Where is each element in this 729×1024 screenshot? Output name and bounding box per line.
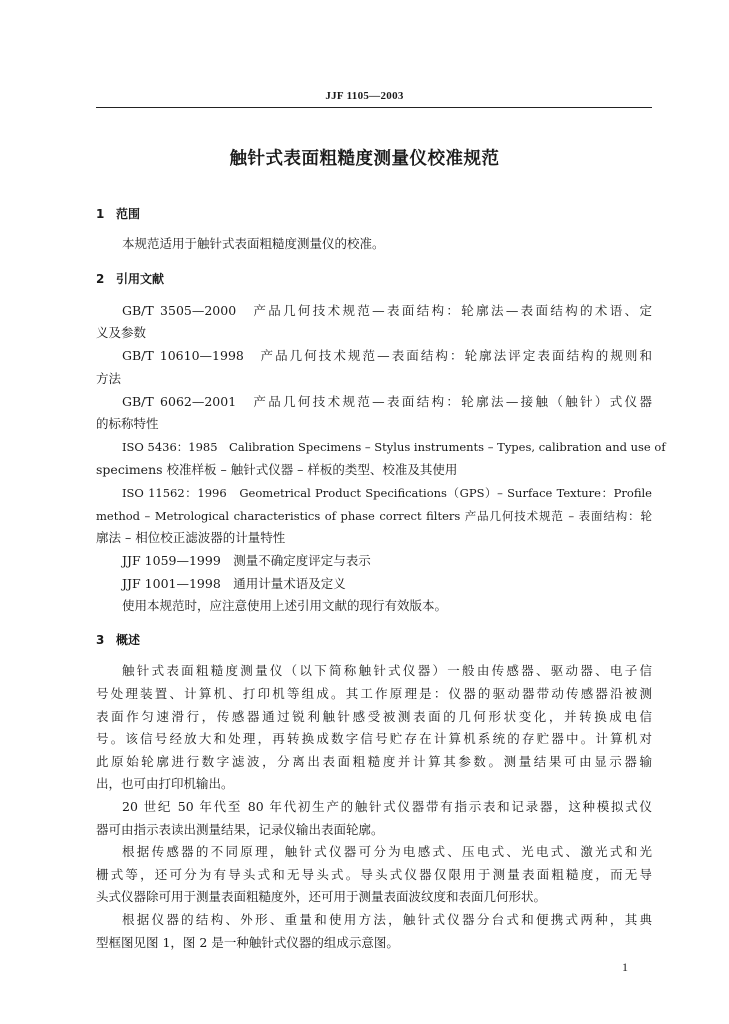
page-number: 1	[622, 960, 628, 974]
reference-jjf1001: JJF 1001—1998 通用计量术语及定义	[122, 576, 346, 591]
reference-gbt10610: GB/T 10610—1998 产品几何技术规范—表面结构：轮廓法评定表面结构的规则和	[122, 348, 652, 363]
header-rule	[96, 107, 652, 108]
paragraph-line: 号处理装置、计算机、打印机等组成。其工作原理是：仪器的驱动器带动传感器沿被测	[96, 686, 652, 701]
section-2-heading	[96, 270, 164, 287]
section-number: 2	[96, 272, 105, 286]
paragraph-line: 栅式等，还可分为有导头式和无导头式。导头式仪器仅限用于测量表面粗糙度，而无导	[96, 867, 652, 882]
paragraph-line: 出，也可由打印机输出。	[96, 776, 234, 791]
section-number: 3	[96, 633, 105, 647]
reference-line: method – Metrological characteristics of phase correct filters 产品几何技术规范 – 表面结构：轮	[96, 509, 652, 523]
reference-gbt3505: GB/T 3505—2000 产品几何技术规范—表面结构：轮廓法—表面结构的术语、定	[122, 303, 652, 318]
section-number: 1	[96, 207, 105, 221]
paragraph-line: 号。该信号经放大和处理，再转换成数字信号贮存在计算机系统的存贮器中。计算机对	[96, 731, 652, 746]
reference-line: 义及参数	[96, 325, 147, 340]
page-title: 触针式表面粗糙度测量仪校准规范	[229, 149, 500, 169]
reference-line: 廓法 – 相位校正滤波器的计量特性	[96, 530, 286, 545]
paragraph-line: 头式仪器除可用于测量表面粗糙度外，还可用于测量表面波纹度和表面几何形状。	[96, 889, 547, 904]
reference-iso11562: ISO 11562：1996 Geometrical Product Specifications（GPS）– Surface Texture：Profile	[122, 486, 652, 500]
reference-gbt6062: GB/T 6062—2001 产品几何技术规范—表面结构：轮廓法—接触（触针）式仪器	[122, 394, 652, 409]
reference-line: specimens 校准样板 – 触针式仪器 – 样板的类型、校准及其使用	[96, 462, 458, 477]
section-title: 引用文献	[116, 272, 165, 286]
section-1-heading	[96, 205, 140, 222]
section-3-heading	[96, 631, 140, 648]
paragraph-line: 根据仪器的结构、外形、重量和使用方法，触针式仪器分台式和便携式两种，其典	[122, 912, 652, 927]
reference-jjf1059: JJF 1059—1999 测量不确定度评定与表示	[122, 553, 371, 568]
paragraph-line: 表面作匀速滑行，传感器通过锐利触针感受被测表面的几何形状变化，并转换成电信	[96, 709, 652, 724]
paragraph-line: 型框图见图 1，图 2 是一种触针式仪器的组成示意图。	[96, 935, 399, 950]
paragraph-line: 此原始轮廓进行数字滤波，分离出表面粗糙度并计算其参数。测量结果可由显示器输	[96, 754, 652, 769]
document-code: JJF 1105—2003	[325, 90, 404, 102]
section-title: 概述	[116, 633, 141, 647]
paragraph-line: 本规范适用于触针式表面粗糙度测量仪的校准。	[122, 236, 385, 251]
paragraph-line: 触针式表面粗糙度测量仪（以下简称触针式仪器）一般由传感器、驱动器、电子信	[122, 663, 652, 678]
reference-iso5436: ISO 5436：1985 Calibration Specimens – Stylus instruments – Types, calibration and use of	[122, 440, 666, 454]
reference-line: 方法	[96, 371, 122, 386]
reference-note: 使用本规范时，应注意使用上述引用文献的现行有效版本。	[122, 598, 448, 613]
section-title: 范围	[116, 207, 141, 221]
paragraph-line: 20 世纪 50 年代至 80 年代初生产的触针式仪器带有指示表和记录器，这种模拟式仪	[122, 799, 652, 814]
paragraph-line: 器可由指示表读出测量结果，记录仪输出表面轮廓。	[96, 822, 384, 837]
reference-line: 的标称特性	[96, 416, 159, 431]
paragraph-line: 根据传感器的不同原理，触针式仪器可分为电感式、压电式、光电式、激光式和光	[122, 844, 652, 859]
